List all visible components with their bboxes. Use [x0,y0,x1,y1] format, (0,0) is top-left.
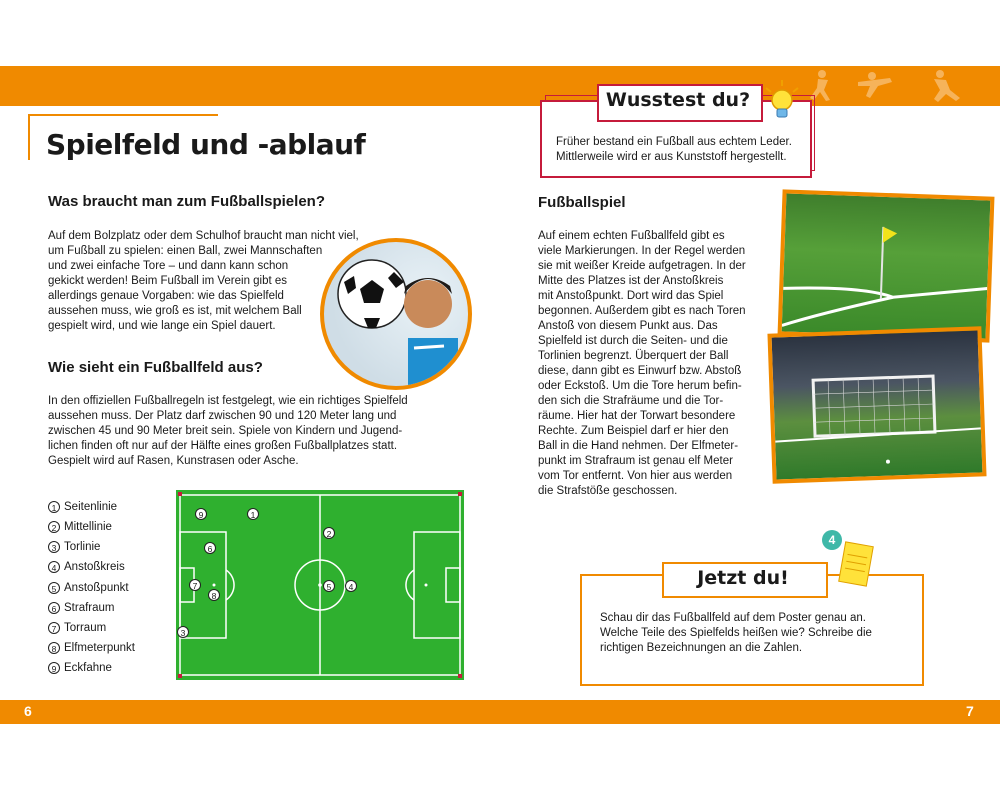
legend-item [48,541,100,553]
legend-item [48,561,125,573]
text-line: Spielfeld ist durch die Seiten- und die [538,335,728,347]
number-circle: 1 [48,501,60,513]
text-line: mit Anstoßpunkt. Dort wird das Spiel [538,290,724,302]
legend-item [48,622,106,634]
page-number-left: 6 [24,703,32,719]
football-field-diagram [176,490,464,680]
text-line: Torlinien begrenzt. Überquert der Ball [538,350,729,362]
legend-label: Mittellinie [64,521,112,533]
info-heading: Wusstest du? [605,89,751,111]
legend-item [48,602,115,614]
text-line: In den offiziellen Fußballregeln ist festgelegt, wie ein richtiges Spielfeld [48,395,408,407]
legend-item [48,501,117,513]
text-line: Rechte. Zum Beispiel darf er hier den [538,425,729,437]
field-marker: 3 [177,626,189,638]
section-text [48,394,408,469]
number-circle: 2 [48,521,60,533]
text-line: und zwei einfache Tore – und dann kann schon [48,260,289,272]
section-heading: Fußballspiel [538,194,626,211]
text-line: die Strafstöße geschossen. [538,485,678,497]
text-line: den sich die Strafräume und die Tor- [538,395,724,407]
goal-icon [772,330,983,479]
legend-item [48,662,112,674]
legend-label: Elfmeterpunkt [64,642,135,654]
bottom-band [0,700,1000,724]
field-marker: 6 [204,542,216,554]
text-line: Anstoß von diesem Punkt aus. Das [538,320,718,332]
legend-item [48,642,135,654]
text-line: zwischen 45 und 90 Meter breit sein. Spiele von Kindern und Jugend- [48,425,403,437]
goal-photo [767,326,986,483]
legend-label: Seitenlinie [64,501,118,513]
top-band [0,66,1000,106]
field-marker: 1 [247,508,259,520]
text-line: Mittlerweile wird er aus Kunststoff hergestellt. [556,151,787,163]
legend-label: Anstoßpunkt [64,582,129,594]
number-circle: 6 [48,602,60,614]
text-line: aussehen muss, wie groß es ist, mit welchem Ball [48,305,302,317]
task-text [600,611,872,656]
text-line: begonnen. Außerdem gibt es nach Toren [538,305,746,317]
legend-label: Anstoßkreis [64,561,125,573]
text-line: gespielt wird, und wie lange ein Spiel dauert. [48,320,276,332]
boy-with-ball-icon [324,242,468,386]
info-text [556,135,792,165]
field-marker: 8 [208,589,220,601]
section-heading: Was braucht man zum Fußballspielen? [48,193,325,210]
text-line: Schau dir das Fußballfeld auf dem Poster genau an. [600,612,866,624]
text-line: richtigen Bezeichnungen an die Zahlen. [600,642,803,654]
section-text [538,229,746,499]
number-circle: 7 [48,622,60,634]
legend-label: Torraum [64,622,107,634]
legend-label: Strafraum [64,602,115,614]
page-title: Spielfeld und -ablauf [46,128,366,161]
corner-flag-icon [782,193,991,338]
number-circle: 8 [48,642,60,654]
title-frame-left [28,114,30,160]
player-silhouettes-icon [800,68,980,104]
text-line: lichen finden oft nur auf der Hälfte eines großen Fußballplatzes statt. [48,440,398,452]
task-heading: Jetzt du! [697,567,789,589]
number-circle: 4 [48,561,60,573]
text-line: Ball in die Hand nehmen. Der Elfmeter- [538,440,739,452]
legend-item [48,582,129,594]
field-marker: 9 [195,508,207,520]
text-line: Auf dem Bolzplatz oder dem Schulhof braucht man nicht viel, [48,230,359,242]
text-line: Welche Teile des Spielfelds heißen wie? Schreibe die [600,627,872,639]
text-line: Früher bestand ein Fußball aus echtem Leder. [556,136,792,148]
text-line: Mitte des Platzes ist der Anstoßkreis [538,275,724,287]
field-marker: 2 [323,527,335,539]
task-number-badge: 4 [822,530,842,550]
section-text [48,229,359,334]
text-line: sie mit weißer Kreide aufgetragen. In der [538,260,746,272]
number-circle: 5 [48,582,60,594]
boy-with-ball-photo [320,238,472,390]
section-heading: Wie sieht ein Fußballfeld aus? [48,359,263,376]
number-circle: 3 [48,541,60,553]
text-line: Gespielt wird auf Rasen, Kunstrasen oder Asche. [48,455,299,467]
legend-item [48,521,112,533]
text-line: diese, dann gibt es Einwurf bzw. Abstoß [538,365,742,377]
field-marker: 5 [323,580,335,592]
text-line: aussehen muss. Der Platz darf zwischen 90 und 120 Meter lang und [48,410,397,422]
legend-label: Torlinie [64,541,101,553]
title-frame-top [28,114,218,116]
text-line: vom Tor entfernt. Von hier aus werden [538,470,733,482]
text-line: viele Markierungen. In der Regel werden [538,245,746,257]
legend-label: Eckfahne [64,662,112,674]
text-line: Auf einem echten Fußballfeld gibt es [538,230,725,242]
page-number-right: 7 [966,703,974,719]
field-marker: 7 [189,579,201,591]
text-line: gekickt werden! Beim Fußball im Verein gibt es [48,275,288,287]
corner-flag-photo [778,189,995,342]
text-line: punkt im Strafraum ist genau elf Meter [538,455,733,467]
number-circle: 9 [48,662,60,674]
text-line: oder Eckstoß. Um die Tore herum befin- [538,380,742,392]
lightbulb-icon [760,78,804,124]
text-line: um Fußball zu spielen: einen Ball, zwei Mannschaften [48,245,323,257]
field-marker: 4 [345,580,357,592]
text-line: allerdings genaue Vorgaben: wie das Spielfeld [48,290,284,302]
text-line: räume. Hier hat der Torwart besondere [538,410,736,422]
